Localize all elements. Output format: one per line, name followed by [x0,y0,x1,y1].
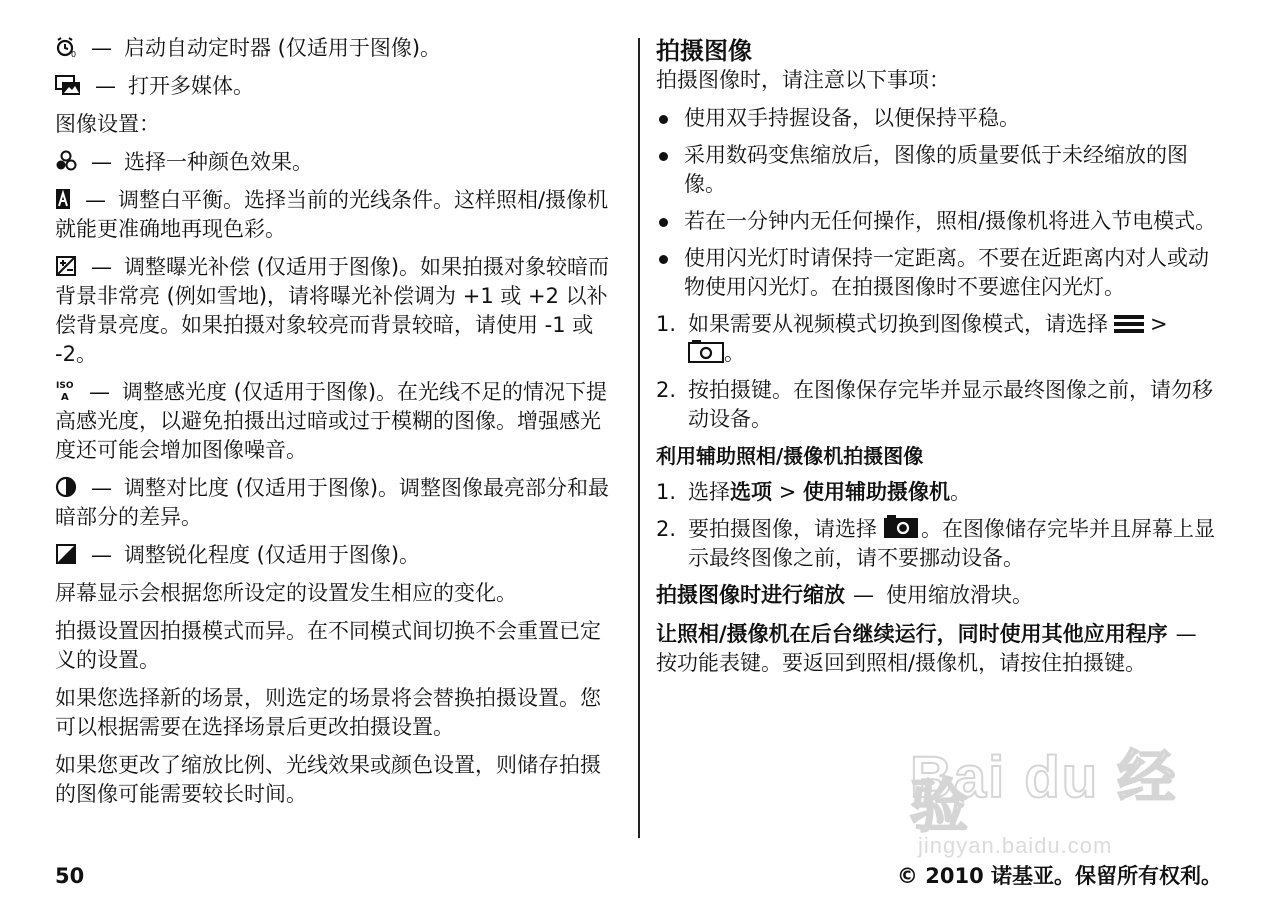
background-tip: 让照相/摄像机在后台继续运行，同时使用其他应用程序 —按功能表键。要返回到照相/摄像机，请按住拍摄键。 [656,622,1197,675]
camera-mode-icon [688,339,724,363]
page-number: 50 [55,864,85,888]
paragraph-zoom-light: 如果您更改了缩放比例、光线效果或颜色设置，则储存拍摄的图像可能需要较长时间。 [55,753,601,806]
exposure-text: 调整曝光补偿 (仅适用于图像)。如果拍摄对象较暗而背景非常亮 (例如雪地)，请将曝光补偿调为 +1 或 +2 以补偿背景亮度。如果拍摄对象较亮而背景较暗，请使用 -1 或 -2。 [55,255,610,366]
image-settings-heading: 图像设置： [55,112,160,136]
color-effect-item: — 选择一种颜色效果。 [55,148,621,177]
aux-steps-list [656,478,1226,573]
self-timer-icon [55,36,77,58]
paragraph-scene: 如果您选择新的场景，则选定的场景将会替换拍摄设置。您可以根据需要在选择场景后更改拍摄设置。 [55,686,601,739]
right-column [656,34,1226,687]
white-balance-icon [55,188,71,210]
multimedia-icon [55,74,81,96]
iso-text: 调整感光度 (仅适用于图像)。在光线不足的情况下提高感光度，以避免拍摄出过暗或过于模糊的图像。增强感光度还可能会增加图像噪音。 [55,380,608,462]
iso-item: ISO A — 调整感光度 (仅适用于图像)。在光线不足的情况下提高感光度，以避免拍摄出过暗或过于模糊的图像。增强感光度还可能会增加图像噪音。 [55,380,608,462]
steps-list [656,310,1226,434]
capture-icon [883,515,919,539]
watermark-brand: Bai du 经验 [910,745,1178,839]
options-menu-label: 选项 [730,480,772,504]
step-2-text: 按拍摄键。在图像保存完毕并显示最终图像之前，请勿移动设备。 [688,378,1213,431]
iso-icon [55,378,75,402]
contrast-text: 调整对比度 (仅适用于图像)。调整图像最亮部分和最暗部分的差异。 [55,476,610,529]
step-1-text: 如果需要从视频模式切换到图像模式，请选择 [688,312,1108,336]
color-effect-icon [55,150,77,172]
contrast-item: — 调整对比度 (仅适用于图像)。调整图像最亮部分和最暗部分的差异。 [55,476,610,529]
list-item: 若在一分钟内无任何操作，照相/摄像机将进入节电模式。 [656,207,1226,236]
multimedia-text: 打开多媒体。 [128,74,254,98]
sharpness-text: 调整锐化程度 (仅适用于图像)。 [124,543,421,567]
step-2: 2. 按拍摄键。在图像保存完毕并显示最终图像之前，请勿移动设备。 [656,378,1213,431]
list-item: 使用双手持握设备，以便保持平稳。 [656,104,1226,133]
step-1: 1. 如果需要从视频模式切换到图像模式，请选择 > 。 [656,312,1168,365]
aux-step-1: 1. 选择选项 > 使用辅助摄像机。 [656,480,971,504]
contrast-icon [55,476,77,498]
svg-text:0: 0 [71,50,77,58]
sharpness-item: — 调整锐化程度 (仅适用于图像)。 [55,541,621,570]
color-effect-text: 选择一种颜色效果。 [124,150,313,174]
multimedia-item: — 打开多媒体。 [55,72,621,101]
column-divider [638,38,640,838]
paragraph-screen-display: 屏幕显示会根据您所设定的设置发生相应的变化。 [55,581,517,605]
sharpness-icon [55,543,77,565]
white-balance-item: — 调整白平衡。选择当前的光线条件。这样照相/摄像机就能更准确地再现色彩。 [55,188,609,241]
self-timer-item: 0 — 启动自动定时器 (仅适用于图像)。 [55,34,621,63]
aux-step-2: 2. 要拍摄图像，请选择 。在图像储存完毕并且屏幕上显示最终图像之前，请不要挪动设备。 [656,517,1215,570]
left-column [55,34,621,818]
watermark-url: jingyan.baidu.com [918,833,1113,858]
baidu-watermark [900,745,1210,865]
svg-text:A: A [61,392,69,402]
self-timer-text: 启动自动定时器 (仅适用于图像)。 [124,36,442,60]
use-aux-camera-label: 使用辅助摄像机 [802,480,950,504]
list-item: 使用闪光灯时请保持一定距离。不要在近距离内对人或动物使用闪光灯。在拍摄图像时不要遮住闪光灯。 [656,244,1226,302]
copyright: © 2010 诺基亚。保留所有权利。 [896,864,1222,888]
menu-icon [1114,314,1144,334]
white-balance-text: 调整白平衡。选择当前的光线条件。这样照相/摄像机就能更准确地再现色彩。 [55,188,609,241]
exposure-item: — 调整曝光补偿 (仅适用于图像)。如果拍摄对象较暗而背景非常亮 (例如雪地)，请将曝光补偿调为 +1 或 +2 以补偿背景亮度。如果拍摄对象较亮而背景较暗，请使用 -1 或 -2。 [55,255,610,366]
section-title: 拍摄图像 [656,37,752,65]
zoom-tip: 拍摄图像时进行缩放 — 使用缩放滑块。 [656,583,1033,607]
tips-list [656,104,1226,302]
exposure-icon [55,255,77,277]
svg-text:ISO: ISO [56,381,74,391]
aux-camera-heading: 利用辅助照相/摄像机拍摄图像 [656,444,924,468]
intro-text: 拍摄图像时，请注意以下事项： [656,68,950,92]
paragraph-shooting-settings: 拍摄设置因拍摄模式而异。在不同模式间切换不会重置已定义的设置。 [55,619,601,672]
list-item: 采用数码变焦缩放后，图像的质量要低于未经缩放的图像。 [656,141,1226,199]
